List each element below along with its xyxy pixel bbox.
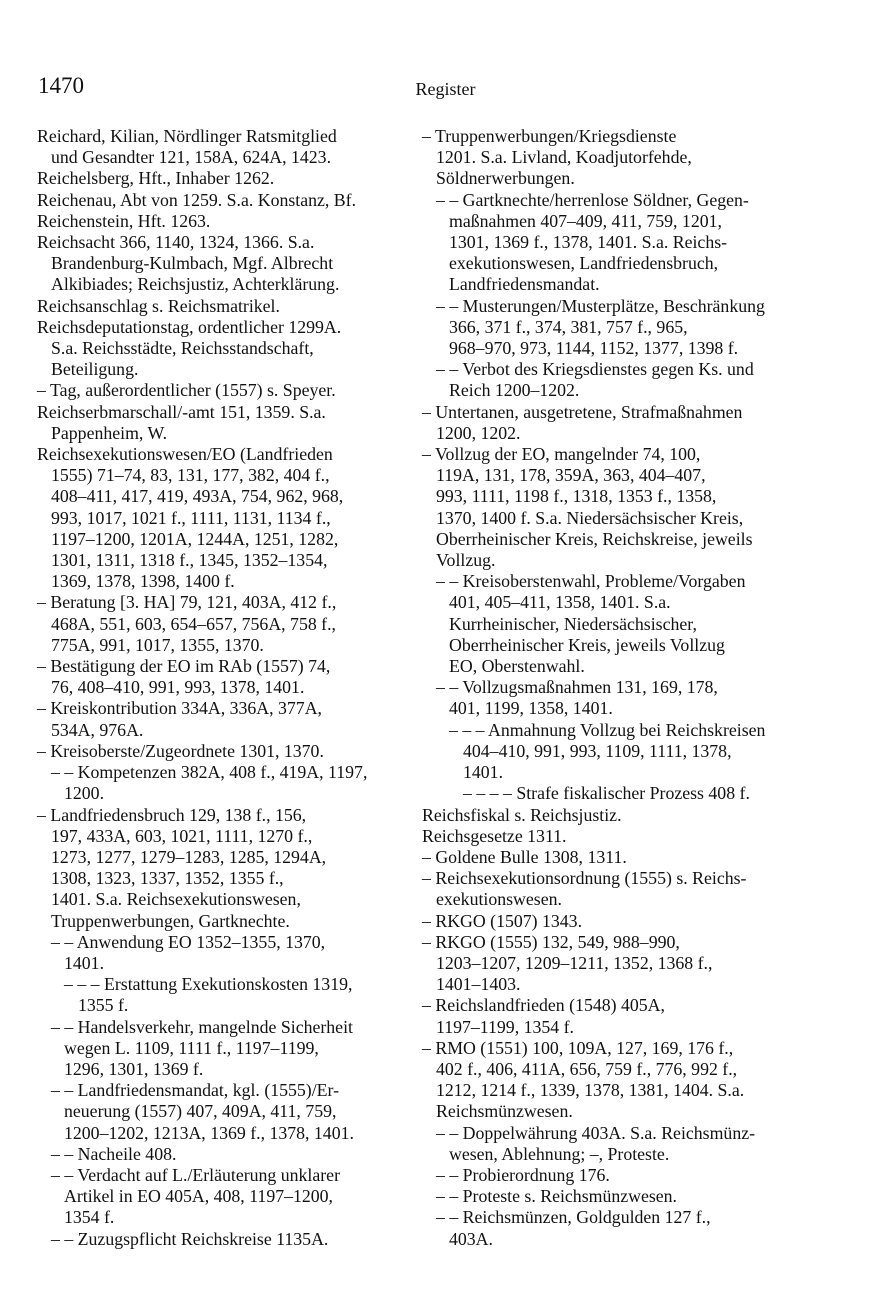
index-entry-continuation: 1200–1202, 1213A, 1369 f., 1378, 1401. (64, 1122, 354, 1143)
index-entry (37, 974, 437, 1016)
index-entry (37, 1144, 437, 1165)
index-entry-line: Reichenstein, Hft. 1263. (37, 210, 211, 231)
index-entry-continuation: neuerung (1557) 407, 409A, 411, 759, (64, 1101, 337, 1122)
index-entry-continuation: Vollzug. (436, 550, 496, 571)
index-entry-continuation: 404–410, 991, 993, 1109, 1111, 1378, (463, 740, 732, 761)
index-entry-line: – – Zuzugspflicht Reichskreise 1135A. (51, 1228, 329, 1249)
index-entry-line: – – Kreisoberstenwahl, Probleme/Vorgaben (436, 571, 746, 592)
index-entry-continuation: 119A, 131, 178, 359A, 363, 404–407, (436, 465, 706, 486)
index-entry-line: – Landfriedensbruch 129, 138 f., 156, (37, 804, 307, 825)
index-entry-continuation: Pappenheim, W. (51, 422, 168, 443)
index-entry-continuation: 1203–1207, 1209–1211, 1352, 1368 f., (436, 952, 713, 973)
index-entry (422, 911, 822, 932)
index-entry (37, 656, 437, 698)
index-entry-line: Reichelsberg, Hft., Inhaber 1262. (37, 168, 275, 189)
index-entry (422, 359, 822, 401)
index-entry-line: – Goldene Bulle 1308, 1311. (422, 846, 627, 867)
index-entry-continuation: Truppenwerbungen, Gartknechte. (51, 910, 290, 931)
index-entry (422, 1038, 822, 1123)
index-entry-continuation: 408–411, 417, 419, 493A, 754, 962, 968, (51, 486, 344, 507)
index-entry-line: – – Verdacht auf L./Erläuterung unklarer (51, 1164, 340, 1185)
index-entry-line: – Vollzug der EO, mangelnder 74, 100, (422, 444, 701, 465)
index-entry-line: – Reichslandfrieden (1548) 405A, (422, 995, 665, 1016)
index-entry-continuation: Kurrheinischer, Niedersächsischer, (449, 613, 697, 634)
index-entry-continuation: Artikel in EO 405A, 408, 1197–1200, (64, 1186, 334, 1207)
index-entry-continuation: 534A, 976A. (51, 719, 144, 740)
index-column-right (422, 126, 822, 1250)
index-entry-continuation: Brandenburg-Kulmbach, Mgf. Albrecht (51, 253, 334, 274)
index-entry (422, 1165, 822, 1186)
index-entry (422, 571, 822, 677)
index-entry-line: Reichsgesetze 1311. (422, 825, 567, 846)
index-entry (37, 211, 437, 232)
index-entry-line: – RMO (1551) 100, 109A, 127, 169, 176 f., (422, 1037, 734, 1058)
index-entry-continuation: und Gesandter 121, 158A, 624A, 1423. (51, 147, 332, 168)
index-entry-line: – – Doppelwährung 403A. S.a. Reichsmünz- (436, 1122, 756, 1143)
index-entry-line: Reichard, Kilian, Nördlinger Ratsmitglied (37, 126, 337, 146)
index-entry (422, 444, 822, 571)
index-entry-continuation: 1401. (463, 762, 504, 783)
index-entry-continuation: 968–970, 973, 1144, 1152, 1377, 1398 f. (449, 338, 739, 359)
index-entry-continuation: 1355 f. (78, 995, 129, 1016)
index-column-left (37, 126, 437, 1250)
index-entry (37, 932, 437, 974)
index-entry (422, 677, 822, 719)
page-number: 1470 (38, 73, 84, 98)
index-entry-line: – RKGO (1555) 132, 549, 988–990, (422, 931, 680, 952)
index-entry-line: Reichsdeputationstag, ordentlicher 1299A. (37, 316, 342, 337)
index-entry (37, 402, 437, 444)
index-entry-continuation: 401, 405–411, 1358, 1401. S.a. (449, 592, 671, 613)
index-entry-continuation: 76, 408–410, 991, 993, 1378, 1401. (51, 677, 305, 698)
index-entry-continuation: Landfriedensmandat. (449, 274, 600, 295)
index-entry-continuation: maßnahmen 407–409, 411, 759, 1201, (449, 210, 722, 231)
index-entry-continuation: 401, 1199, 1358, 1401. (449, 698, 613, 719)
index-entry-line: Reichsanschlag s. Reichsmatrikel. (37, 295, 280, 316)
index-entry-continuation: wegen L. 1109, 1111 f., 1197–1199, (64, 1037, 319, 1058)
index-entry-line: Reichserbmarschall/-amt 151, 1359. S.a. (37, 401, 326, 422)
index-entry-continuation: EO, Oberstenwahl. (449, 656, 585, 677)
index-entry (422, 805, 822, 826)
index-entry-continuation: 993, 1017, 1021 f., 1111, 1131, 1134 f., (51, 507, 331, 528)
index-entry-line: – Tag, außerordentlicher (1557) s. Speyer. (37, 380, 336, 401)
index-entry-line: Reichsfiskal s. Reichsjustiz. (422, 804, 622, 825)
index-entry-line: Reichsacht 366, 1140, 1324, 1366. S.a. (37, 232, 315, 253)
index-entry-continuation: 1555) 71–74, 83, 131, 177, 382, 404 f., (51, 465, 330, 486)
index-entry (422, 1186, 822, 1207)
index-entry-continuation: 1212, 1214 f., 1339, 1378, 1381, 1404. S.a. (436, 1080, 745, 1101)
index-entry (422, 1123, 822, 1165)
index-entry (422, 932, 822, 996)
index-entry-continuation: 403A. (449, 1228, 493, 1249)
index-entry-continuation: 1301, 1311, 1318 f., 1345, 1352–1354, (51, 550, 328, 571)
index-entry (37, 317, 437, 381)
index-entry-continuation: 1354 f. (64, 1207, 115, 1228)
index-entry (37, 126, 437, 168)
index-entry (37, 1017, 437, 1081)
index-entry-continuation: 1200, 1202. (436, 422, 521, 443)
index-entry-line: – – Anwendung EO 1352–1355, 1370, (51, 931, 326, 952)
index-entry-line: – Beratung [3. HA] 79, 121, 403A, 412 f., (37, 592, 337, 613)
index-entry-line: – – Landfriedensmandat, kgl. (1555)/Er- (51, 1080, 340, 1101)
index-entry-continuation: wesen, Ablehnung; –, Proteste. (449, 1143, 670, 1164)
index-entry (422, 720, 822, 784)
index-entry-line: – Bestätigung der EO im RAb (1557) 74, (37, 656, 331, 677)
index-entry (422, 1207, 822, 1249)
index-entry-continuation: Alkibiades; Reichsjustiz, Achterklärung. (51, 274, 340, 295)
index-entry (37, 380, 437, 401)
index-entry-continuation: 1301, 1369 f., 1378, 1401. S.a. Reichs- (449, 232, 728, 253)
index-entry-line: – Kreisoberste/Zugeordnete 1301, 1370. (37, 740, 324, 761)
index-entry-line: – Reichsexekutionsordnung (1555) s. Reichs- (422, 868, 747, 889)
index-entry-line: – Untertanen, ausgetretene, Strafmaßnahmen (422, 401, 743, 422)
index-entry (37, 232, 437, 296)
index-entry-continuation: 1197–1199, 1354 f. (436, 1016, 574, 1037)
index-entry-continuation: 197, 433A, 603, 1021, 1111, 1270 f., (51, 825, 313, 846)
index-entry-continuation: Oberrheinischer Kreis, Reichskreise, jeweils (436, 528, 753, 549)
index-entry-line: – – – – Strafe fiskalischer Prozess 408 f. (463, 783, 750, 804)
index-entry (37, 1080, 437, 1144)
index-entry-continuation: Oberrheinischer Kreis, jeweils Vollzug (449, 634, 725, 655)
index-entry-line: – – Verbot des Kriegsdienstes gegen Ks. und (436, 359, 754, 380)
index-entry (37, 741, 437, 762)
index-entry-continuation: 468A, 551, 603, 654–657, 756A, 758 f., (51, 613, 336, 634)
index-entry-continuation: 402 f., 406, 411A, 656, 759 f., 776, 992 f., (436, 1058, 738, 1079)
index-entry-continuation: 1296, 1301, 1369 f. (64, 1058, 204, 1079)
index-entry-line: – – Musterungen/Musterplätze, Beschränkung (436, 295, 765, 316)
index-entry-continuation: Reich 1200–1202. (449, 380, 580, 401)
index-entry-continuation: 1401. (64, 952, 105, 973)
index-entry (37, 168, 437, 189)
index-entry (37, 762, 437, 804)
index-entry (422, 783, 822, 804)
index-entry-line: – – Proteste s. Reichsmünzwesen. (436, 1186, 677, 1207)
index-entry-line: – – Vollzugsmaßnahmen 131, 169, 178, (436, 677, 718, 698)
running-head: Register (415, 79, 476, 99)
index-entry-continuation: 993, 1111, 1198 f., 1318, 1353 f., 1358, (436, 486, 717, 507)
index-entry-line: – – Gartknechte/herrenlose Söldner, Gegen- (436, 189, 749, 210)
index-entry-line: – – Handelsverkehr, mangelnde Sicherheit (51, 1016, 353, 1037)
index-entry-line: – Truppenwerbungen/Kriegsdienste (422, 126, 677, 146)
index-entry-continuation: 775A, 991, 1017, 1355, 1370. (51, 634, 264, 655)
index-entry-line: – – Nacheile 408. (51, 1143, 177, 1164)
index-entry (422, 995, 822, 1037)
index-entry-continuation: S.a. Reichsstädte, Reichsstandschaft, (51, 338, 314, 359)
index-entry (37, 296, 437, 317)
index-entry (422, 847, 822, 868)
index-entry-continuation: Söldnerwerbungen. (436, 168, 575, 189)
index-entry-continuation: 1197–1200, 1201A, 1244A, 1251, 1282, (51, 528, 339, 549)
index-entry (37, 444, 437, 592)
index-entry-continuation: 1370, 1400 f. S.a. Niedersächsischer Kreis, (436, 507, 744, 528)
index-entry-line: – Kreiskontribution 334A, 336A, 377A, (37, 698, 322, 719)
index-entry (422, 190, 822, 296)
index-entry-continuation: exekutionswesen. (436, 889, 562, 910)
index-entry (422, 126, 822, 190)
index-entry (37, 698, 437, 740)
index-entry (422, 402, 822, 444)
index-entry-continuation: 1369, 1378, 1398, 1400 f. (51, 571, 235, 592)
index-entry (422, 296, 822, 360)
index-entry-continuation: 366, 371 f., 374, 381, 757 f., 965, (449, 316, 688, 337)
index-entry (37, 592, 437, 656)
index-entry-line: Reichenau, Abt von 1259. S.a. Konstanz, Bf. (37, 189, 357, 210)
index-entry-continuation: 1200. (64, 783, 105, 804)
index-entry-line: – – – Erstattung Exekutionskosten 1319, (64, 974, 353, 995)
index-entry-continuation: 1201. S.a. Livland, Koadjutorfehde, (436, 147, 692, 168)
index-entry-continuation: 1273, 1277, 1279–1283, 1285, 1294A, (51, 846, 327, 867)
index-entry-line: – – Probierordnung 176. (436, 1164, 610, 1185)
index-entry-continuation: 1308, 1323, 1337, 1352, 1355 f., (51, 868, 284, 889)
index-entry-line: – – Reichsmünzen, Goldgulden 127 f., (436, 1207, 711, 1228)
index-entry-line: – RKGO (1507) 1343. (422, 910, 583, 931)
index-entry-continuation: Beteiligung. (51, 359, 139, 380)
index-entry-continuation: 1401. S.a. Reichsexekutionswesen, (51, 889, 301, 910)
index-entry (37, 805, 437, 932)
index-entry (37, 190, 437, 211)
index-entry-line: – – Kompetenzen 382A, 408 f., 419A, 1197, (51, 762, 368, 783)
index-entry (37, 1165, 437, 1229)
index-entry-line: – – – Anmahnung Vollzug bei Reichskreisen (449, 719, 766, 740)
index-entry-continuation: exekutionswesen, Landfriedensbruch, (449, 253, 719, 274)
index-entry (422, 868, 822, 910)
index-entry (422, 826, 822, 847)
index-entry-continuation: 1401–1403. (436, 974, 521, 995)
index-entry (37, 1229, 437, 1250)
index-entry-continuation: Reichsmünzwesen. (436, 1101, 573, 1122)
index-entry-line: Reichsexekutionswesen/EO (Landfrieden (37, 444, 333, 465)
